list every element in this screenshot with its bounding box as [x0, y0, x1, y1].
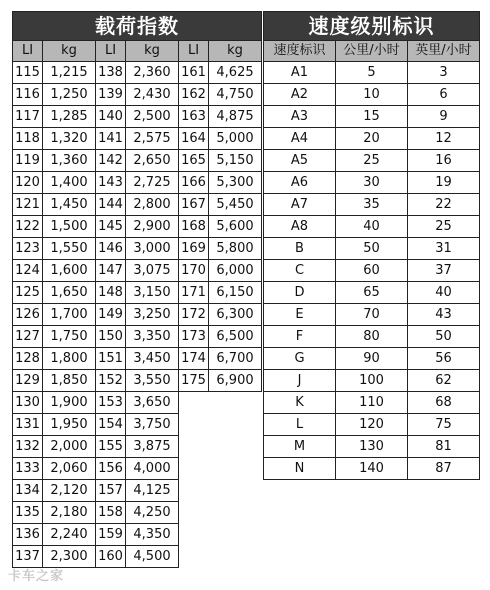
table-row: [264, 414, 480, 436]
speed-cell: 6: [408, 84, 480, 106]
speed-cell: 10: [336, 84, 408, 106]
load-kg-cell: 1,700: [43, 304, 96, 326]
load-index-cell: 118: [13, 128, 43, 150]
load-index-cell: 117: [13, 106, 43, 128]
speed-cell: 50: [336, 238, 408, 260]
load-index-cell: 151: [96, 348, 126, 370]
speed-cell: 110: [336, 392, 408, 414]
speed-cell: A1: [264, 62, 336, 84]
table-row: [13, 62, 262, 84]
load-kg-cell: 3,350: [126, 326, 179, 348]
load-kg-cell: 4,625: [209, 62, 262, 84]
load-index-cell: 145: [96, 216, 126, 238]
load-index-cell: 143: [96, 172, 126, 194]
load-index-table: [12, 11, 262, 568]
speed-rating-table: [263, 11, 480, 480]
speed-cell: 60: [336, 260, 408, 282]
load-kg-cell: 4,000: [126, 458, 179, 480]
speed-cell: B: [264, 238, 336, 260]
load-index-cell: 122: [13, 216, 43, 238]
speed-cell: D: [264, 282, 336, 304]
table-row: [264, 348, 480, 370]
load-index-cell: 154: [96, 414, 126, 436]
speed-cell: 56: [408, 348, 480, 370]
load-index-cell: 157: [96, 480, 126, 502]
load-index-cell: 134: [13, 480, 43, 502]
speed-cell: 20: [336, 128, 408, 150]
load-kg-cell: 5,450: [209, 194, 262, 216]
load-index-cell: 174: [179, 348, 209, 370]
table-row: [264, 304, 480, 326]
load-kg-cell: 3,000: [126, 238, 179, 260]
load-index-cell: 168: [179, 216, 209, 238]
speed-cell: 50: [408, 326, 480, 348]
load-kg-cell: 2,360: [126, 62, 179, 84]
load-kg-cell: 6,700: [209, 348, 262, 370]
load-index-cell: 129: [13, 370, 43, 392]
load-index-cell: 140: [96, 106, 126, 128]
load-index-cell: 131: [13, 414, 43, 436]
speed-cell: 12: [408, 128, 480, 150]
table-row: [13, 150, 262, 172]
load-kg-cell: 2,430: [126, 84, 179, 106]
table-row: [13, 480, 262, 502]
speed-cell: 3: [408, 62, 480, 84]
load-kg-cell: 1,360: [43, 150, 96, 172]
load-index-cell: 119: [13, 150, 43, 172]
speed-cell: 30: [336, 172, 408, 194]
load-kg-cell: 1,950: [43, 414, 96, 436]
speed-cell: 19: [408, 172, 480, 194]
load-index-cell: 125: [13, 282, 43, 304]
speed-cell: K: [264, 392, 336, 414]
speed-rating-title: 速度级别标识: [264, 12, 480, 41]
load-kg-cell: 4,500: [126, 546, 179, 568]
load-kg-cell: 6,300: [209, 304, 262, 326]
load-index-cell: 116: [13, 84, 43, 106]
load-index-cell: 153: [96, 392, 126, 414]
load-index-cell: 123: [13, 238, 43, 260]
table-row: [13, 194, 262, 216]
speed-cell: 22: [408, 194, 480, 216]
table-row: [13, 304, 262, 326]
load-kg-cell: 2,000: [43, 436, 96, 458]
speed-cell: N: [264, 458, 336, 480]
load-index-cell: 120: [13, 172, 43, 194]
load-index-cell: 163: [179, 106, 209, 128]
load-index-cell: 138: [96, 62, 126, 84]
speed-cell: J: [264, 370, 336, 392]
speed-cell: 9: [408, 106, 480, 128]
load-kg-cell: 3,075: [126, 260, 179, 282]
table-row: [13, 524, 262, 546]
li-header: LI: [13, 41, 43, 62]
load-kg-cell: 4,350: [126, 524, 179, 546]
speed-cell: 35: [336, 194, 408, 216]
load-index-cell: 124: [13, 260, 43, 282]
load-kg-cell: 1,500: [43, 216, 96, 238]
load-index-cell: 141: [96, 128, 126, 150]
table-row: [264, 260, 480, 282]
speed-cell: 62: [408, 370, 480, 392]
table-row: [264, 436, 480, 458]
table-row: [264, 238, 480, 260]
table-row: [13, 260, 262, 282]
load-index-cell: 133: [13, 458, 43, 480]
speed-cell: 80: [336, 326, 408, 348]
load-kg-cell: 4,250: [126, 502, 179, 524]
load-kg-cell: 1,650: [43, 282, 96, 304]
speed-cell: 100: [336, 370, 408, 392]
load-kg-cell: 1,450: [43, 194, 96, 216]
load-index-cell: 135: [13, 502, 43, 524]
table-row: [13, 392, 262, 414]
table-row: [264, 370, 480, 392]
load-kg-cell: 6,900: [209, 370, 262, 392]
load-kg-cell: 2,240: [43, 524, 96, 546]
load-index-cell: 128: [13, 348, 43, 370]
load-index-cell: 171: [179, 282, 209, 304]
load-index-cell: 166: [179, 172, 209, 194]
speed-cell: A3: [264, 106, 336, 128]
speed-cell: 25: [408, 216, 480, 238]
table-row: [13, 282, 262, 304]
load-index-cell: 127: [13, 326, 43, 348]
table-row: [13, 348, 262, 370]
load-index-cell: 159: [96, 524, 126, 546]
speed-cell: M: [264, 436, 336, 458]
load-index-cell: 142: [96, 150, 126, 172]
load-index-cell: 148: [96, 282, 126, 304]
table-row: [13, 414, 262, 436]
load-index-title: 载荷指数: [13, 12, 262, 41]
speed-cell: 90: [336, 348, 408, 370]
table-row: [264, 106, 480, 128]
table-row: [13, 370, 262, 392]
load-index-cell: 156: [96, 458, 126, 480]
table-row: [13, 106, 262, 128]
table-row: [264, 458, 480, 480]
load-index-cell: 161: [179, 62, 209, 84]
load-kg-cell: 2,650: [126, 150, 179, 172]
speed-cell: 65: [336, 282, 408, 304]
speed-cell: 31: [408, 238, 480, 260]
load-kg-cell: 1,800: [43, 348, 96, 370]
table-row: [264, 326, 480, 348]
li-header: LI: [179, 41, 209, 62]
speed-cell: C: [264, 260, 336, 282]
table-row: [264, 84, 480, 106]
load-index-cell: 136: [13, 524, 43, 546]
load-kg-cell: 1,900: [43, 392, 96, 414]
table-row: [264, 216, 480, 238]
speed-cell: 25: [336, 150, 408, 172]
table-row: [13, 172, 262, 194]
speed-cell: 70: [336, 304, 408, 326]
speed-cell: 43: [408, 304, 480, 326]
load-kg-cell: 3,875: [126, 436, 179, 458]
load-kg-cell: 2,900: [126, 216, 179, 238]
speed-cell: 130: [336, 436, 408, 458]
load-kg-cell: 1,215: [43, 62, 96, 84]
speed-cell: 40: [408, 282, 480, 304]
load-kg-cell: 3,450: [126, 348, 179, 370]
table-row: [264, 282, 480, 304]
load-kg-cell: 5,300: [209, 172, 262, 194]
load-index-cell: 164: [179, 128, 209, 150]
speed-cell: 87: [408, 458, 480, 480]
table-row: [13, 128, 262, 150]
table-row: [13, 326, 262, 348]
load-index-cell: 170: [179, 260, 209, 282]
speed-cell: 16: [408, 150, 480, 172]
load-index-cell: 132: [13, 436, 43, 458]
load-kg-cell: 3,150: [126, 282, 179, 304]
li-header: LI: [96, 41, 126, 62]
load-kg-cell: 2,575: [126, 128, 179, 150]
load-kg-cell: 4,750: [209, 84, 262, 106]
load-kg-cell: 2,120: [43, 480, 96, 502]
speed-header-1: 公里/小时: [336, 41, 408, 62]
load-kg-cell: 2,180: [43, 502, 96, 524]
table-row: [264, 194, 480, 216]
load-kg-cell: 1,850: [43, 370, 96, 392]
load-kg-cell: 6,000: [209, 260, 262, 282]
load-index-cell: 167: [179, 194, 209, 216]
speed-header-2: 英里/小时: [408, 41, 480, 62]
table-row: [13, 84, 262, 106]
load-kg-cell: 3,750: [126, 414, 179, 436]
load-kg-cell: 1,750: [43, 326, 96, 348]
speed-cell: 140: [336, 458, 408, 480]
speed-cell: A7: [264, 194, 336, 216]
load-index-cell: 144: [96, 194, 126, 216]
load-kg-cell: 6,150: [209, 282, 262, 304]
table-row: [264, 62, 480, 84]
load-index-cell: 160: [96, 546, 126, 568]
load-index-cell: 169: [179, 238, 209, 260]
load-index-cell: 172: [179, 304, 209, 326]
load-index-cell: 175: [179, 370, 209, 392]
speed-cell: 120: [336, 414, 408, 436]
load-index-cell: 126: [13, 304, 43, 326]
speed-cell: 15: [336, 106, 408, 128]
load-index-cell: 155: [96, 436, 126, 458]
speed-cell: A6: [264, 172, 336, 194]
speed-cell: G: [264, 348, 336, 370]
table-row: [13, 458, 262, 480]
load-kg-cell: 1,320: [43, 128, 96, 150]
load-index-cell: 130: [13, 392, 43, 414]
kg-header: kg: [209, 41, 262, 62]
speed-cell: 81: [408, 436, 480, 458]
speed-cell: 40: [336, 216, 408, 238]
load-kg-cell: 2,725: [126, 172, 179, 194]
watermark: 卡车之家: [8, 569, 65, 584]
load-index-cell: 152: [96, 370, 126, 392]
speed-cell: A8: [264, 216, 336, 238]
speed-cell: F: [264, 326, 336, 348]
load-kg-cell: 2,060: [43, 458, 96, 480]
load-kg-cell: 2,300: [43, 546, 96, 568]
table-row: [264, 128, 480, 150]
kg-header: kg: [43, 41, 96, 62]
load-kg-cell: 5,800: [209, 238, 262, 260]
table-row: [264, 172, 480, 194]
speed-cell: E: [264, 304, 336, 326]
load-kg-cell: 5,600: [209, 216, 262, 238]
table-row: [264, 150, 480, 172]
speed-cell: 5: [336, 62, 408, 84]
load-index-cell: 137: [13, 546, 43, 568]
load-kg-cell: 6,500: [209, 326, 262, 348]
speed-cell: A4: [264, 128, 336, 150]
load-index-cell: 121: [13, 194, 43, 216]
load-kg-cell: 5,150: [209, 150, 262, 172]
load-index-cell: 115: [13, 62, 43, 84]
load-kg-cell: 1,250: [43, 84, 96, 106]
load-kg-cell: 1,600: [43, 260, 96, 282]
load-kg-cell: 2,500: [126, 106, 179, 128]
load-kg-cell: 1,550: [43, 238, 96, 260]
table-row: [13, 238, 262, 260]
speed-cell: A5: [264, 150, 336, 172]
load-kg-cell: 2,800: [126, 194, 179, 216]
speed-cell: 37: [408, 260, 480, 282]
load-index-cell: 162: [179, 84, 209, 106]
load-index-cell: 158: [96, 502, 126, 524]
load-kg-cell: 3,650: [126, 392, 179, 414]
speed-header-0: 速度标识: [264, 41, 336, 62]
load-index-cell: 146: [96, 238, 126, 260]
load-index-cell: 139: [96, 84, 126, 106]
load-index-cell: 173: [179, 326, 209, 348]
load-index-cell: 147: [96, 260, 126, 282]
load-index-cell: 149: [96, 304, 126, 326]
load-kg-cell: 3,250: [126, 304, 179, 326]
load-kg-cell: 5,000: [209, 128, 262, 150]
speed-cell: A2: [264, 84, 336, 106]
load-kg-cell: 4,125: [126, 480, 179, 502]
table-row: [13, 216, 262, 238]
load-kg-cell: 3,550: [126, 370, 179, 392]
load-kg-cell: 4,875: [209, 106, 262, 128]
table-row: [13, 502, 262, 524]
speed-cell: 68: [408, 392, 480, 414]
load-kg-cell: 1,285: [43, 106, 96, 128]
kg-header: kg: [126, 41, 179, 62]
speed-cell: L: [264, 414, 336, 436]
load-index-cell: 150: [96, 326, 126, 348]
load-kg-cell: 1,400: [43, 172, 96, 194]
table-row: [13, 436, 262, 458]
speed-cell: 75: [408, 414, 480, 436]
table-row: [264, 392, 480, 414]
load-index-cell: 165: [179, 150, 209, 172]
